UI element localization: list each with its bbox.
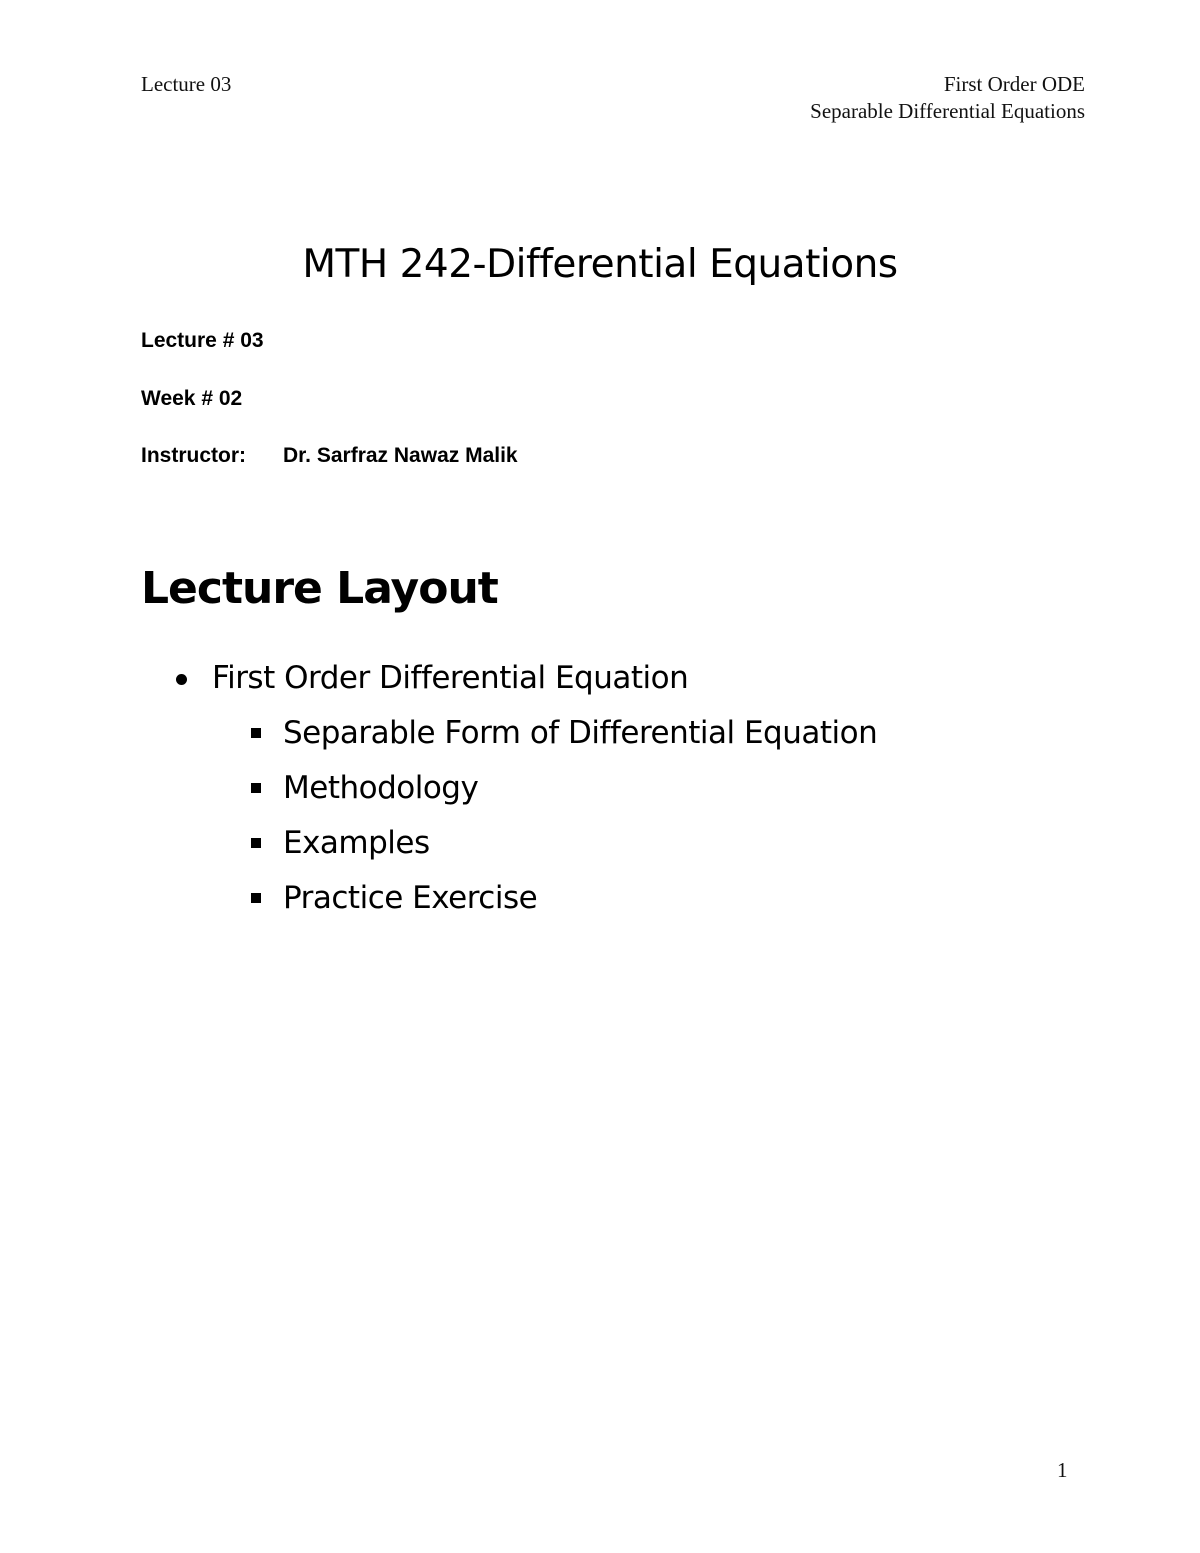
week-number: Week # 02 bbox=[141, 387, 243, 410]
outline-subitem bbox=[283, 768, 478, 808]
outline-subitem bbox=[283, 878, 537, 918]
square-bullet-icon bbox=[251, 783, 261, 793]
square-bullet-icon bbox=[251, 728, 261, 738]
lecture-number: Lecture # 03 bbox=[141, 329, 264, 352]
outline-subitem-label: Examples bbox=[283, 825, 430, 861]
instructor-label: Instructor: bbox=[141, 444, 246, 467]
round-bullet-icon bbox=[176, 674, 187, 685]
header-right-line1: First Order ODE bbox=[943, 72, 1085, 96]
outline-subitem-label: Practice Exercise bbox=[283, 880, 538, 916]
outline-subitem bbox=[283, 713, 877, 753]
outline-subitem-label: Separable Form of Differential Equation bbox=[283, 715, 878, 751]
page-number: 1 bbox=[1057, 1458, 1068, 1482]
section-heading: Lecture Layout bbox=[141, 563, 498, 614]
outline-item-label: First Order Differential Equation bbox=[212, 660, 689, 696]
header-right bbox=[810, 71, 1085, 125]
outline-item bbox=[212, 658, 688, 698]
instructor-line bbox=[141, 442, 518, 470]
square-bullet-icon bbox=[251, 893, 261, 903]
header-right-line2: Separable Differential Equations bbox=[810, 99, 1085, 123]
instructor-name: Dr. Sarfraz Nawaz Malik bbox=[283, 444, 518, 467]
outline-subitem bbox=[283, 823, 430, 863]
document-title: MTH 242-Differential Equations bbox=[302, 242, 898, 287]
header-left: Lecture 03 bbox=[141, 72, 232, 96]
outline-subitem-label: Methodology bbox=[283, 770, 479, 806]
square-bullet-icon bbox=[251, 838, 261, 848]
